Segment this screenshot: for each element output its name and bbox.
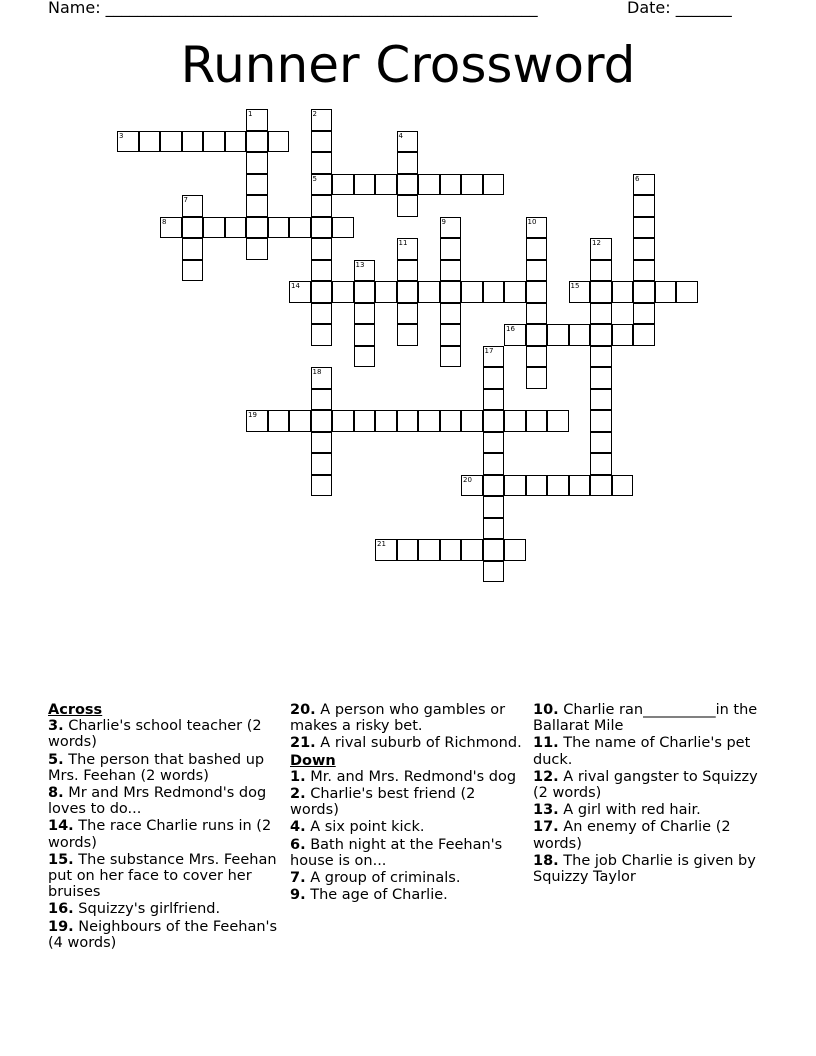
clue-number: 10. — [533, 702, 559, 718]
grid-cell[interactable] — [526, 475, 548, 497]
grid-cell[interactable] — [268, 217, 290, 239]
clue-11 — [533, 735, 765, 767]
grid-cell[interactable] — [311, 195, 333, 217]
grid-cell[interactable] — [440, 346, 462, 368]
clue-number: 3. — [48, 718, 64, 735]
grid-cell[interactable] — [483, 346, 505, 368]
grid-cell[interactable] — [375, 281, 397, 303]
grid-cell[interactable] — [418, 174, 440, 196]
clue-13 — [533, 802, 765, 818]
clue-text: Neighbours of the Feehan's (4 words) — [48, 918, 278, 951]
grid-cell[interactable] — [354, 174, 376, 196]
clue-10 — [533, 702, 765, 734]
grid-cell[interactable] — [526, 410, 548, 432]
grid-cell[interactable] — [332, 281, 354, 303]
clues-column-3 — [533, 702, 765, 886]
grid-cell[interactable] — [504, 539, 526, 561]
clue-text: The job Charlie is given by Squizzy Taylor — [533, 852, 756, 886]
grid-cell[interactable] — [332, 174, 354, 196]
clue-text: Charlie's school teacher (2 words) — [48, 718, 262, 751]
grid-cell[interactable] — [418, 410, 440, 432]
grid-cell[interactable] — [483, 561, 505, 583]
grid-cell[interactable] — [203, 131, 225, 153]
grid-cell[interactable] — [311, 260, 333, 282]
grid-cell[interactable] — [246, 410, 268, 432]
grid-cell[interactable] — [590, 367, 612, 389]
grid-cell[interactable] — [268, 410, 290, 432]
grid-cell[interactable] — [569, 281, 591, 303]
grid-cell[interactable] — [440, 539, 462, 561]
clue-text: A group of criminals. — [305, 870, 461, 887]
grid-number: 11 — [398, 239, 408, 247]
grid-cell[interactable] — [440, 260, 462, 282]
grid-cell[interactable] — [311, 475, 333, 497]
clue-12 — [533, 769, 765, 801]
clue-21 — [290, 735, 522, 751]
grid-number: 4 — [398, 131, 403, 140]
clue-16 — [48, 901, 280, 917]
grid-cell[interactable] — [526, 238, 548, 260]
grid-cell[interactable] — [246, 195, 268, 217]
grid-cell[interactable] — [354, 324, 376, 346]
grid-number: 17 — [484, 346, 494, 355]
clue-number: 8. — [48, 785, 64, 802]
clue-20 — [290, 702, 522, 734]
grid-cell[interactable] — [311, 453, 333, 475]
grid-cell[interactable] — [354, 346, 376, 368]
grid-cell[interactable] — [655, 281, 677, 303]
grid-cell[interactable] — [311, 303, 333, 325]
grid-cell[interactable] — [547, 475, 569, 497]
clue-text: The race Charlie runs in (2 words) — [48, 818, 272, 851]
grid-cell[interactable] — [590, 453, 612, 475]
grid-number: 13 — [355, 260, 365, 269]
grid-cell[interactable] — [354, 410, 376, 432]
clue-number: 7. — [290, 870, 306, 887]
clue-text: Mr and Mrs Redmond's dog loves to do... — [48, 785, 267, 818]
grid-cell[interactable] — [397, 174, 419, 196]
grid-cell[interactable] — [633, 217, 655, 239]
clue-text: A rival gangster to Squizzy (2 words) — [533, 768, 758, 802]
across-heading: Across — [48, 702, 103, 718]
grid-number: 16 — [506, 325, 515, 333]
grid-cell[interactable] — [397, 131, 419, 153]
grid-cell[interactable] — [569, 475, 591, 497]
grid-cell[interactable] — [461, 410, 483, 432]
grid-number: 8 — [162, 217, 167, 226]
clue-number: 18. — [533, 852, 559, 869]
grid-cell[interactable] — [483, 281, 505, 303]
clue-15 — [48, 852, 280, 901]
grid-number: 10 — [527, 217, 537, 226]
clue-number: 9. — [290, 887, 306, 904]
grid-cell[interactable] — [547, 324, 569, 346]
clue-6 — [290, 837, 522, 869]
clue-number: 5. — [48, 751, 64, 768]
clue-text: An enemy of Charlie (2 words) — [533, 819, 731, 852]
grid-cell[interactable] — [289, 410, 311, 432]
grid-cell[interactable] — [461, 281, 483, 303]
grid-cell[interactable] — [526, 324, 548, 346]
clue-text: A person who gambles or makes a risky bet. — [290, 702, 506, 735]
clue-7 — [290, 870, 522, 886]
grid-cell[interactable] — [504, 410, 526, 432]
grid-cell[interactable] — [633, 260, 655, 282]
clue-number: 15. — [48, 851, 74, 868]
grid-cell[interactable] — [526, 346, 548, 368]
grid-cell[interactable] — [182, 195, 204, 217]
grid-number: 6 — [635, 174, 640, 183]
grid-cell[interactable] — [633, 195, 655, 217]
grid-cell[interactable] — [440, 410, 462, 432]
grid-cell[interactable] — [612, 281, 634, 303]
clue-number: 11. — [533, 735, 559, 752]
grid-cell[interactable] — [160, 131, 182, 153]
grid-cell[interactable] — [332, 410, 354, 432]
grid-number: 9 — [441, 217, 446, 226]
clue-number: 12. — [533, 768, 559, 785]
grid-cell[interactable] — [633, 281, 655, 303]
grid-cell[interactable] — [590, 281, 612, 303]
grid-cell[interactable] — [483, 496, 505, 518]
grid-cell[interactable] — [590, 475, 612, 497]
name-field-label: Name: ______________________________________________________ — [48, 0, 538, 17]
grid-number: 5 — [312, 174, 317, 183]
grid-cell[interactable] — [461, 174, 483, 196]
grid-cell[interactable] — [246, 109, 268, 131]
clue-number: 20. — [290, 702, 316, 718]
grid-cell[interactable] — [590, 346, 612, 368]
clue-text: Charlie's best friend (2 words) — [290, 786, 476, 819]
grid-cell[interactable] — [590, 238, 612, 260]
grid-cell[interactable] — [440, 238, 462, 260]
grid-cell[interactable] — [483, 174, 505, 196]
grid-cell[interactable] — [633, 238, 655, 260]
grid-cell[interactable] — [311, 324, 333, 346]
grid-cell[interactable] — [246, 174, 268, 196]
clues-column-1 — [48, 702, 280, 952]
grid-cell[interactable] — [182, 217, 204, 239]
grid-cell[interactable] — [633, 324, 655, 346]
grid-number: 20 — [463, 475, 472, 484]
grid-cell[interactable] — [311, 410, 333, 432]
grid-cell[interactable] — [526, 217, 548, 239]
grid-cell[interactable] — [397, 152, 419, 174]
grid-number: 18 — [312, 368, 322, 376]
grid-cell[interactable] — [182, 260, 204, 282]
grid-cell[interactable] — [612, 475, 634, 497]
grid-cell[interactable] — [225, 217, 247, 239]
clue-5 — [48, 752, 280, 784]
grid-cell[interactable] — [483, 410, 505, 432]
grid-cell[interactable] — [526, 367, 548, 389]
grid-number: 1 — [248, 110, 253, 118]
clue-number: 4. — [290, 819, 306, 836]
clues-column-2 — [290, 702, 522, 904]
grid-cell[interactable] — [504, 324, 526, 346]
grid-cell[interactable] — [182, 238, 204, 260]
grid-cell[interactable] — [375, 410, 397, 432]
clue-text: Squizzy's girlfriend. — [73, 901, 221, 918]
grid-cell[interactable] — [311, 389, 333, 411]
clue-text: Mr. and Mrs. Redmond's dog — [305, 768, 517, 785]
grid-cell[interactable] — [311, 238, 333, 260]
clue-number: 6. — [290, 836, 306, 853]
grid-cell[interactable] — [504, 281, 526, 303]
grid-cell[interactable] — [354, 303, 376, 325]
grid-number: 7 — [183, 196, 188, 204]
clue-text: The person that bashed up Mrs. Feehan (2 words) — [48, 751, 265, 784]
grid-cell[interactable] — [440, 324, 462, 346]
grid-cell[interactable] — [354, 281, 376, 303]
clue-2 — [290, 786, 522, 818]
grid-cell[interactable] — [483, 389, 505, 411]
grid-cell[interactable] — [311, 109, 333, 131]
down-heading: Down — [290, 752, 336, 769]
grid-cell[interactable] — [268, 131, 290, 153]
grid-cell[interactable] — [590, 324, 612, 346]
grid-cell[interactable] — [547, 410, 569, 432]
grid-cell[interactable] — [612, 324, 634, 346]
clue-text: A six point kick. — [305, 819, 425, 836]
grid-number: 15 — [570, 282, 580, 290]
clue-number: 16. — [48, 901, 74, 918]
grid-number: 14 — [291, 282, 300, 290]
grid-cell[interactable] — [504, 475, 526, 497]
clue-text: A girl with red hair. — [558, 802, 701, 819]
clue-number: 19. — [48, 918, 74, 935]
grid-cell[interactable] — [160, 217, 182, 239]
grid-number: 3 — [119, 131, 124, 140]
clue-18 — [533, 853, 765, 885]
grid-cell[interactable] — [569, 324, 591, 346]
clue-9 — [290, 887, 522, 903]
clue-text: Charlie ran__________in the Ballarat Mile — [533, 702, 758, 735]
clue-text: The age of Charlie. — [305, 887, 448, 904]
grid-cell[interactable] — [483, 432, 505, 454]
grid-cell[interactable] — [289, 217, 311, 239]
clue-17 — [533, 819, 765, 851]
grid-cell[interactable] — [483, 518, 505, 540]
grid-cell[interactable] — [311, 217, 333, 239]
clue-8 — [48, 785, 280, 817]
grid-cell[interactable] — [246, 238, 268, 260]
clue-3 — [48, 718, 280, 750]
clue-4 — [290, 819, 522, 835]
grid-cell[interactable] — [397, 238, 419, 260]
grid-cell[interactable] — [311, 152, 333, 174]
page-title: Runner Crossword — [180, 36, 636, 94]
grid-cell[interactable] — [139, 131, 161, 153]
grid-cell[interactable] — [461, 475, 483, 497]
grid-cell[interactable] — [590, 260, 612, 282]
grid-cell[interactable] — [311, 174, 333, 196]
grid-cell[interactable] — [397, 195, 419, 217]
clue-text: The name of Charlie's pet duck. — [533, 735, 751, 768]
clue-1 — [290, 769, 522, 785]
grid-cell[interactable] — [483, 453, 505, 475]
grid-cell[interactable] — [590, 432, 612, 454]
grid-cell[interactable] — [590, 303, 612, 325]
grid-cell[interactable] — [461, 539, 483, 561]
clue-text: A rival suburb of Richmond. — [315, 735, 522, 752]
grid-cell[interactable] — [440, 174, 462, 196]
grid-cell[interactable] — [397, 303, 419, 325]
grid-cell[interactable] — [375, 174, 397, 196]
grid-cell[interactable] — [526, 281, 548, 303]
clue-text: The substance Mrs. Feehan put on her face to cover her bruises — [48, 851, 277, 901]
grid-cell[interactable] — [676, 281, 698, 303]
grid-cell[interactable] — [375, 539, 397, 561]
grid-cell[interactable] — [633, 303, 655, 325]
grid-cell[interactable] — [117, 131, 139, 153]
grid-cell[interactable] — [397, 324, 419, 346]
grid-number: 2 — [312, 110, 317, 118]
grid-cell[interactable] — [483, 475, 505, 497]
grid-cell[interactable] — [440, 217, 462, 239]
grid-cell[interactable] — [397, 410, 419, 432]
grid-cell[interactable] — [246, 152, 268, 174]
clue-number: 1. — [290, 768, 306, 785]
grid-cell[interactable] — [332, 217, 354, 239]
grid-cell[interactable] — [483, 367, 505, 389]
grid-cell[interactable] — [397, 260, 419, 282]
clue-number: 14. — [48, 818, 74, 835]
grid-number: 19 — [248, 411, 257, 419]
grid-cell[interactable] — [440, 303, 462, 325]
clue-number: 17. — [533, 819, 559, 836]
grid-cell[interactable] — [225, 131, 247, 153]
grid-cell[interactable] — [418, 281, 440, 303]
grid-cell[interactable] — [526, 260, 548, 282]
grid-cell[interactable] — [483, 539, 505, 561]
grid-cell[interactable] — [203, 217, 225, 239]
grid-cell[interactable] — [182, 131, 204, 153]
grid-cell[interactable] — [246, 217, 268, 239]
grid-cell[interactable] — [590, 410, 612, 432]
grid-number: 21 — [377, 540, 386, 548]
clue-14 — [48, 818, 280, 850]
grid-cell[interactable] — [397, 539, 419, 561]
clue-text: Bath night at the Feehan's house is on... — [290, 836, 503, 869]
grid-cell[interactable] — [440, 281, 462, 303]
clue-19 — [48, 919, 280, 951]
grid-cell[interactable] — [354, 260, 376, 282]
grid-cell[interactable] — [311, 281, 333, 303]
grid-cell[interactable] — [311, 367, 333, 389]
date-field-label: Date: _______ — [627, 0, 732, 17]
clue-number: 21. — [290, 735, 316, 752]
grid-cell[interactable] — [418, 539, 440, 561]
grid-cell[interactable] — [311, 432, 333, 454]
clue-number: 13. — [533, 802, 559, 819]
grid-number: 12 — [592, 239, 601, 247]
grid-cell[interactable] — [289, 281, 311, 303]
clue-number: 2. — [290, 786, 306, 803]
grid-cell[interactable] — [397, 281, 419, 303]
grid-cell[interactable] — [633, 174, 655, 196]
grid-cell[interactable] — [246, 131, 268, 153]
grid-cell[interactable] — [526, 303, 548, 325]
grid-cell[interactable] — [311, 131, 333, 153]
grid-cell[interactable] — [590, 389, 612, 411]
